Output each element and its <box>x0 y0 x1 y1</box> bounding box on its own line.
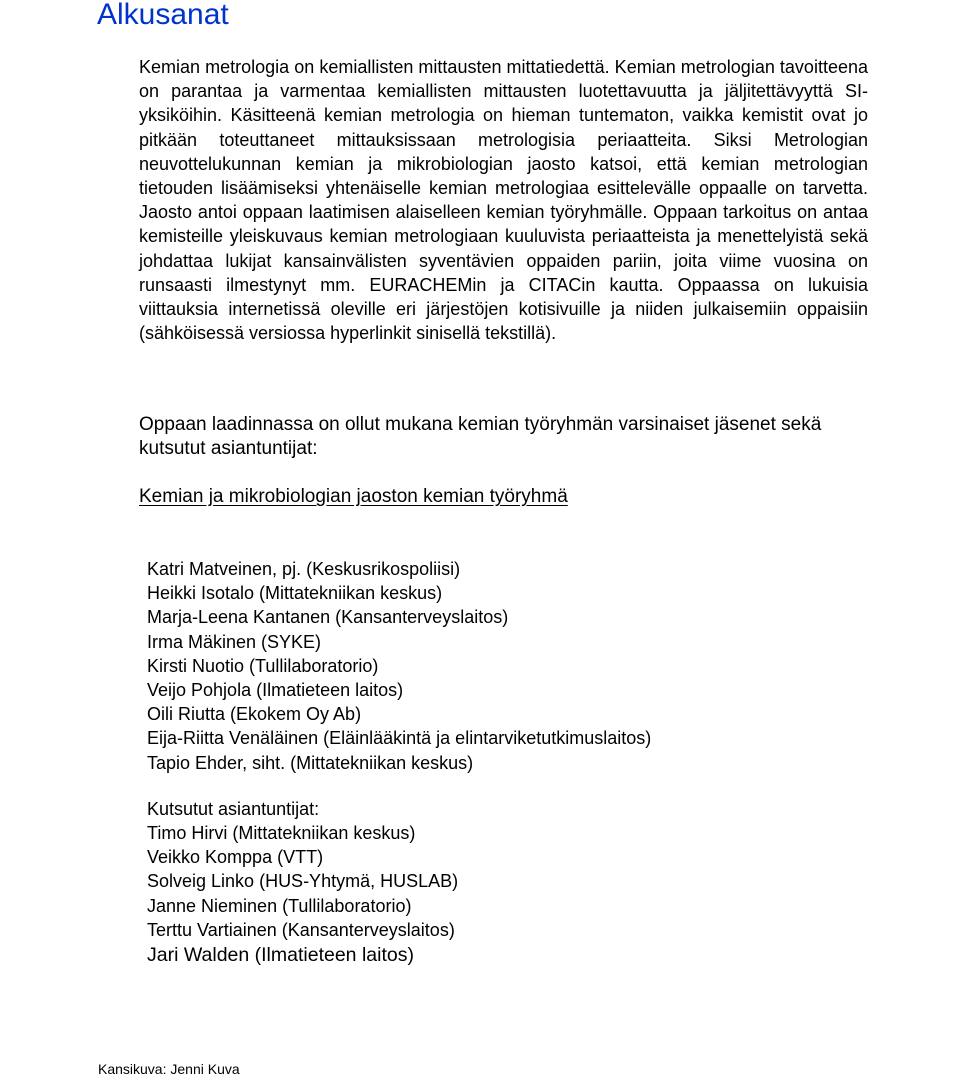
member-item: Oili Riutta (Ekokem Oy Ab) <box>147 704 362 725</box>
intro-paragraph: Kemian metrologia on kemiallisten mittausten mittatiedettä. Kemian metrologian tavoitteena on parantaa ja varmentaa kemiallisten mittausten luotettavuutta ja jäljitettävyyttä SI-yksiköihin. Käsitteenä kemian metrologia on hieman tuntematon, vaikka kemistit ovat jo pitkään toteuttaneet mittauksissaan metrologisia periaatteita. Siksi Metrologian neuvottelukunnan kemian ja mikrobiologian jaosto katsoi, että kemian metrologian tietouden lisäämiseksi yhtenäiselle kemian metrologiaa esittelevälle oppaalle on tarvetta. Jaosto antoi oppaan laatimisen alaiselleen kemian työryhmälle. Oppaan tarkoitus on antaa kemisteille yleiskuvaus kemian metrologiaan kuuluvista periaatteista ja menettelyistä sekä johdattaa lukijat kansainvälisten syventävien oppaiden pariin, joita viime vuosina on runsaasti ilmestynyt mm. EURACHEMin ja CITACin kautta. Oppaassa on lukuisia viittauksia internetissä oleville eri järjestöjen kotisivuille ja niiden julkaisemiin oppaisiin (sähköisessä versiossa hyperlinkit sinisellä tekstillä). <box>139 57 868 344</box>
expert-item: Solveig Linko (HUS-Yhtymä, HUSLAB) <box>147 871 459 892</box>
cover-credit: Kansikuva: Jenni Kuva <box>98 1061 240 1077</box>
committee-heading: Kemian ja mikrobiologian jaoston kemian työryhmä <box>139 486 568 507</box>
member-item: Kirsti Nuotio (Tullilaboratorio) <box>147 655 379 676</box>
member-item: Marja-Leena Kantanen (Kansanterveyslaitos) <box>147 607 509 628</box>
member-list <box>147 557 651 775</box>
page-title: Alkusanat <box>97 0 229 31</box>
expert-item: Janne Nieminen (Tullilaboratorio) <box>147 895 412 916</box>
member-item: Veijo Pohjola (Ilmatieteen laitos) <box>147 680 404 701</box>
expert-list <box>147 821 458 968</box>
member-item: Tapio Ehder, siht. (Mittatekniikan keskus) <box>147 752 474 773</box>
experts-heading: Kutsutut asiantuntijat: <box>147 799 320 819</box>
member-item: Heikki Isotalo (Mittatekniikan keskus) <box>147 583 443 604</box>
member-item: Irma Mäkinen (SYKE) <box>147 631 322 652</box>
member-item: Katri Matveinen, pj. (Keskusrikospoliisi) <box>147 559 461 579</box>
expert-item: Terttu Vartiainen (Kansanterveyslaitos) <box>147 919 455 940</box>
member-item: Eija-Riitta Venäläinen (Eläinlääkintä ja elintarviketutkimuslaitos) <box>147 728 652 749</box>
expert-item: Jari Walden (Ilmatieteen laitos) <box>147 944 414 967</box>
committee-intro: Oppaan laadinnassa on ollut mukana kemian työryhmän varsinaiset jäsenet sekä kutsutut asiantuntijat: <box>139 414 822 459</box>
expert-item: Timo Hirvi (Mittatekniikan keskus) <box>147 823 416 843</box>
expert-item: Veikko Komppa (VTT) <box>147 847 324 868</box>
